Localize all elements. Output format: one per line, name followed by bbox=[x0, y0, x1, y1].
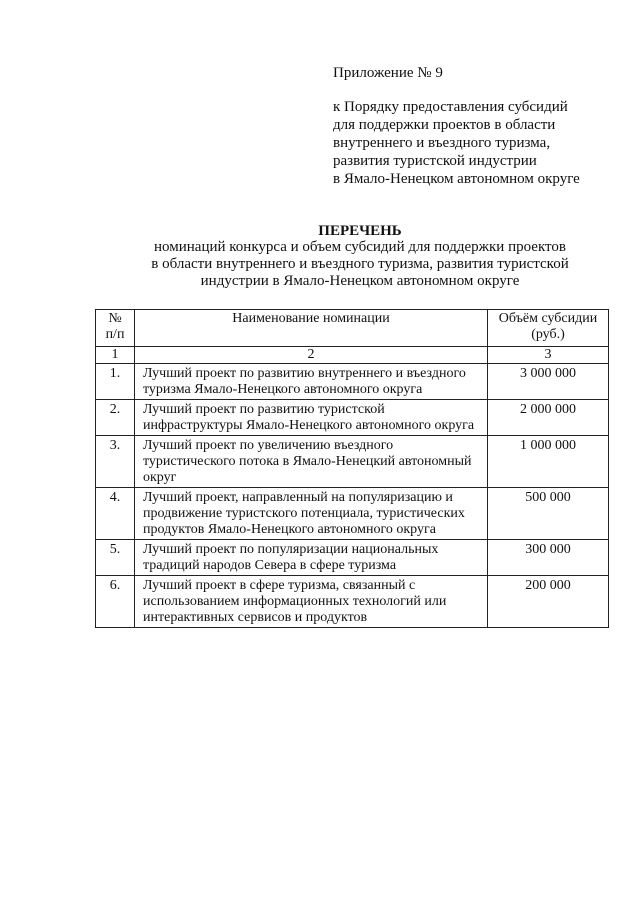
row-subsidy: 500 000 bbox=[488, 488, 609, 540]
table-row bbox=[96, 576, 609, 628]
header-subsidy-unit: (руб.) bbox=[531, 327, 565, 342]
subtitle-line: в области внутреннего и въездного туризма, развития туристской bbox=[151, 256, 569, 272]
column-number: 2 bbox=[135, 347, 488, 364]
row-nomination: Лучший проект по популяризации национальных традиций народов Севера в сфере туризма bbox=[135, 540, 488, 576]
table-row bbox=[96, 488, 609, 540]
row-number: 1. bbox=[96, 364, 135, 400]
subtitle-line: индустрии в Ямало-Ненецком автономном округе bbox=[200, 273, 520, 289]
row-number: 4. bbox=[96, 488, 135, 540]
column-number: 3 bbox=[488, 347, 609, 364]
header-nomination-name: Наименование номинации bbox=[135, 310, 488, 347]
row-subsidy: 300 000 bbox=[488, 540, 609, 576]
row-nomination: Лучший проект по развитию внутреннего и въездного туризма Ямало-Ненецкого автономного округа bbox=[135, 364, 488, 400]
row-subsidy: 3 000 000 bbox=[488, 364, 609, 400]
row-subsidy: 2 000 000 bbox=[488, 400, 609, 436]
nominations-table bbox=[95, 309, 609, 628]
table-row bbox=[96, 436, 609, 488]
row-subsidy: 200 000 bbox=[488, 576, 609, 628]
row-nomination: Лучший проект по увеличению въездного туристического потока в Ямало-Ненецкий автономный округ bbox=[135, 436, 488, 488]
table-row bbox=[96, 540, 609, 576]
row-number: 3. bbox=[96, 436, 135, 488]
appendix-line: к Порядку предоставления субсидий bbox=[333, 99, 568, 115]
row-subsidy: 1 000 000 bbox=[488, 436, 609, 488]
column-numbers-row bbox=[96, 347, 609, 364]
row-nomination: Лучший проект в сфере туризма, связанный с использованием информационных технологий или интерактивных сервисов и продуктов bbox=[135, 576, 488, 628]
row-number: 5. bbox=[96, 540, 135, 576]
table-row bbox=[96, 400, 609, 436]
appendix-line: в Ямало-Ненецком автономном округе bbox=[333, 171, 580, 187]
row-number: 6. bbox=[96, 576, 135, 628]
subtitle-line: номинаций конкурса и объем субсидий для поддержки проектов bbox=[154, 239, 566, 255]
column-number: 1 bbox=[96, 347, 135, 364]
table-row bbox=[96, 364, 609, 400]
row-nomination: Лучший проект, направленный на популяризацию и продвижение туристского потенциала, туристических продуктов Ямало-Ненецкого автономного округа bbox=[135, 488, 488, 540]
document-title: ПЕРЕЧЕНЬ bbox=[318, 223, 402, 239]
header-number-label: п/п bbox=[105, 327, 125, 342]
document-subtitle bbox=[100, 239, 620, 290]
appendix-line: для поддержки проектов в области bbox=[333, 117, 556, 133]
header-subsidy bbox=[488, 310, 609, 347]
header-subsidy-label: Объём субсидии bbox=[498, 311, 598, 326]
appendix-title: Приложение № 9 bbox=[333, 65, 443, 81]
header-number-symbol: № bbox=[108, 311, 122, 326]
appendix-block bbox=[333, 64, 633, 188]
row-number: 2. bbox=[96, 400, 135, 436]
header-number bbox=[96, 310, 135, 347]
appendix-line: развития туристской индустрии bbox=[333, 153, 537, 169]
appendix-line: внутреннего и въездного туризма, bbox=[333, 135, 551, 151]
row-nomination: Лучший проект по развитию туристской инфраструктуры Ямало-Ненецкого автономного округа bbox=[135, 400, 488, 436]
table-header-row bbox=[96, 310, 609, 347]
